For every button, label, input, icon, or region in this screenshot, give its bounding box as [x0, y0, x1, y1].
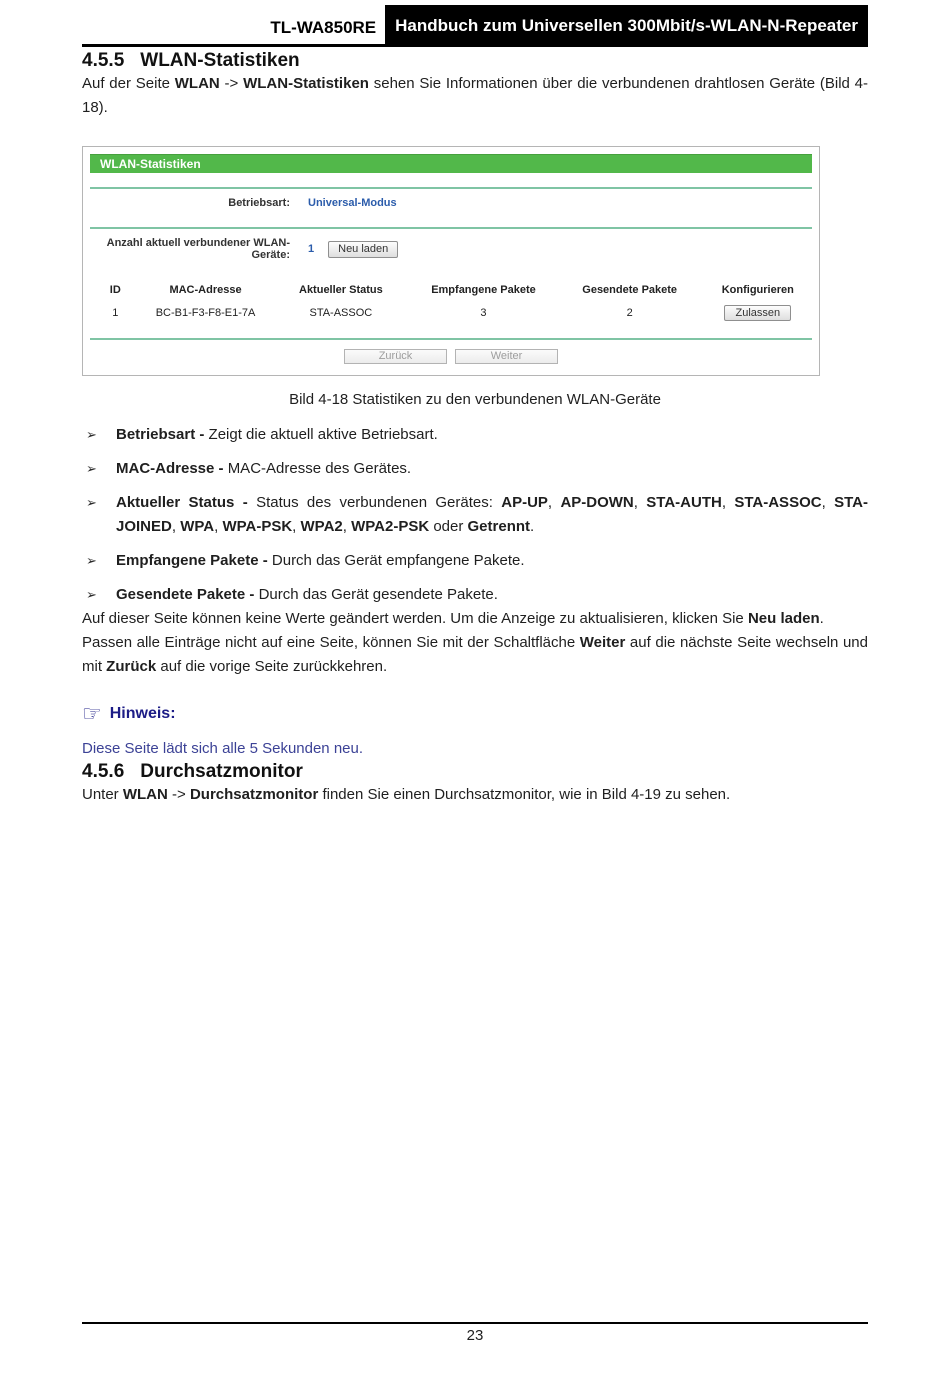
connected-count-value: 1	[308, 243, 315, 255]
list-item	[82, 491, 868, 539]
definition-list	[82, 423, 868, 607]
betriebsart-row	[90, 189, 812, 227]
cell-received: 3	[480, 307, 487, 319]
header-row	[270, 5, 868, 47]
body-paragraph: Passen alle Einträge nicht auf eine Seite, können Sie mit der Schaltfläche Weiter auf die nächste Seite wechseln und mit Zurück auf die vorige Seite zurückkehren.	[82, 634, 868, 675]
list-item	[82, 423, 868, 447]
section-number: 4.5.5	[82, 50, 125, 71]
table-row	[90, 305, 812, 321]
page-number: 23	[466, 1327, 484, 1344]
list-item	[82, 457, 868, 481]
pagination-buttons	[90, 349, 812, 368]
body-paragraph: Auf dieser Seite können keine Werte geändert werden. Um die Anzeige zu aktualisieren, klicken Sie Neu laden.	[82, 610, 824, 627]
column-header-mac: MAC-Adresse	[169, 284, 242, 296]
note-heading	[82, 701, 868, 726]
list-item	[82, 549, 868, 573]
note-label: Hinweis:	[109, 705, 176, 722]
next-button: Weiter	[455, 349, 558, 364]
section-title: WLAN-Statistiken	[140, 50, 300, 71]
connected-count-row	[90, 229, 812, 261]
cell-status: STA-ASSOC	[309, 307, 373, 319]
list-item-text: MAC-Adresse - MAC-Adresse des Gerätes.	[116, 460, 412, 477]
connected-count-label: Anzahl aktuell verbundener WLAN-Geräte:	[106, 237, 290, 261]
panel-title: WLAN-Statistiken	[100, 157, 201, 171]
column-header-sent: Gesendete Pakete	[582, 284, 678, 296]
bullet-arrow-icon: ➢	[86, 495, 97, 510]
bullet-arrow-icon: ➢	[86, 587, 97, 602]
betriebsart-value: Universal-Modus	[308, 197, 397, 209]
list-item-text: Empfangene Pakete - Durch das Gerät empfangene Pakete.	[116, 552, 525, 569]
reload-button: Neu laden	[328, 241, 398, 258]
bullet-arrow-icon: ➢	[86, 427, 97, 442]
column-header-configure: Konfigurieren	[721, 284, 794, 296]
cell-mac: BC-B1-F3-F8-E1-7A	[155, 307, 256, 319]
betriebsart-label: Betriebsart:	[228, 197, 290, 209]
figure-wlan-statistics-screenshot	[82, 146, 820, 376]
section-heading-456	[82, 761, 868, 783]
intro-paragraph-455: Auf der Seite WLAN -> WLAN-Statistiken sehen Sie Informationen über die verbundenen drahtlosen Geräte (Bild 4-18).	[82, 75, 869, 116]
section-number: 4.5.6	[82, 761, 125, 782]
panel-title-bar	[90, 154, 812, 173]
page-content	[82, 50, 868, 807]
stats-table-header-row	[90, 284, 812, 296]
list-item	[82, 583, 868, 607]
header-model-name: TL-WA850RE	[270, 18, 377, 37]
section-title: Durchsatzmonitor	[140, 761, 303, 782]
list-item-text: Gesendete Pakete - Durch das Gerät gesendete Pakete.	[116, 586, 498, 603]
pointing-hand-icon: ☞	[82, 701, 102, 726]
footer-rule	[82, 1322, 868, 1324]
figure-caption: Bild 4-18 Statistiken zu den verbundenen WLAN-Geräte	[289, 391, 661, 408]
bullet-arrow-icon: ➢	[86, 461, 97, 476]
bullet-arrow-icon: ➢	[86, 553, 97, 568]
header-banner-title: Handbuch zum Universellen 300Mbit/s-WLAN-N-Repeater	[385, 5, 868, 47]
column-header-status: Aktueller Status	[299, 284, 383, 296]
list-item-text: Aktueller Status - Status des verbundenen Gerätes: AP-UP, AP-DOWN, STA-AUTH, STA-ASSOC, STA-JOINED, WPA, WPA-PSK, WPA2, WPA2-PSK oder Getrennt.	[116, 494, 868, 535]
section-heading-455	[82, 50, 868, 72]
column-header-id: ID	[109, 284, 121, 296]
allow-button: Zulassen	[724, 305, 791, 321]
stats-table	[90, 284, 812, 321]
intro-paragraph-456: Unter WLAN -> Durchsatzmonitor finden Sie einen Durchsatzmonitor, wie in Bild 4-19 zu sehen.	[82, 786, 731, 803]
list-item-text: Betriebsart - Zeigt die aktuell aktive Betriebsart.	[116, 426, 438, 443]
cell-id: 1	[112, 307, 119, 319]
column-header-received: Empfangene Pakete	[431, 284, 536, 296]
note-text: Diese Seite lädt sich alle 5 Sekunden neu.	[82, 740, 364, 757]
back-button: Zurück	[344, 349, 447, 364]
page-header	[82, 0, 868, 50]
cell-sent: 2	[626, 307, 633, 319]
divider	[90, 338, 812, 340]
